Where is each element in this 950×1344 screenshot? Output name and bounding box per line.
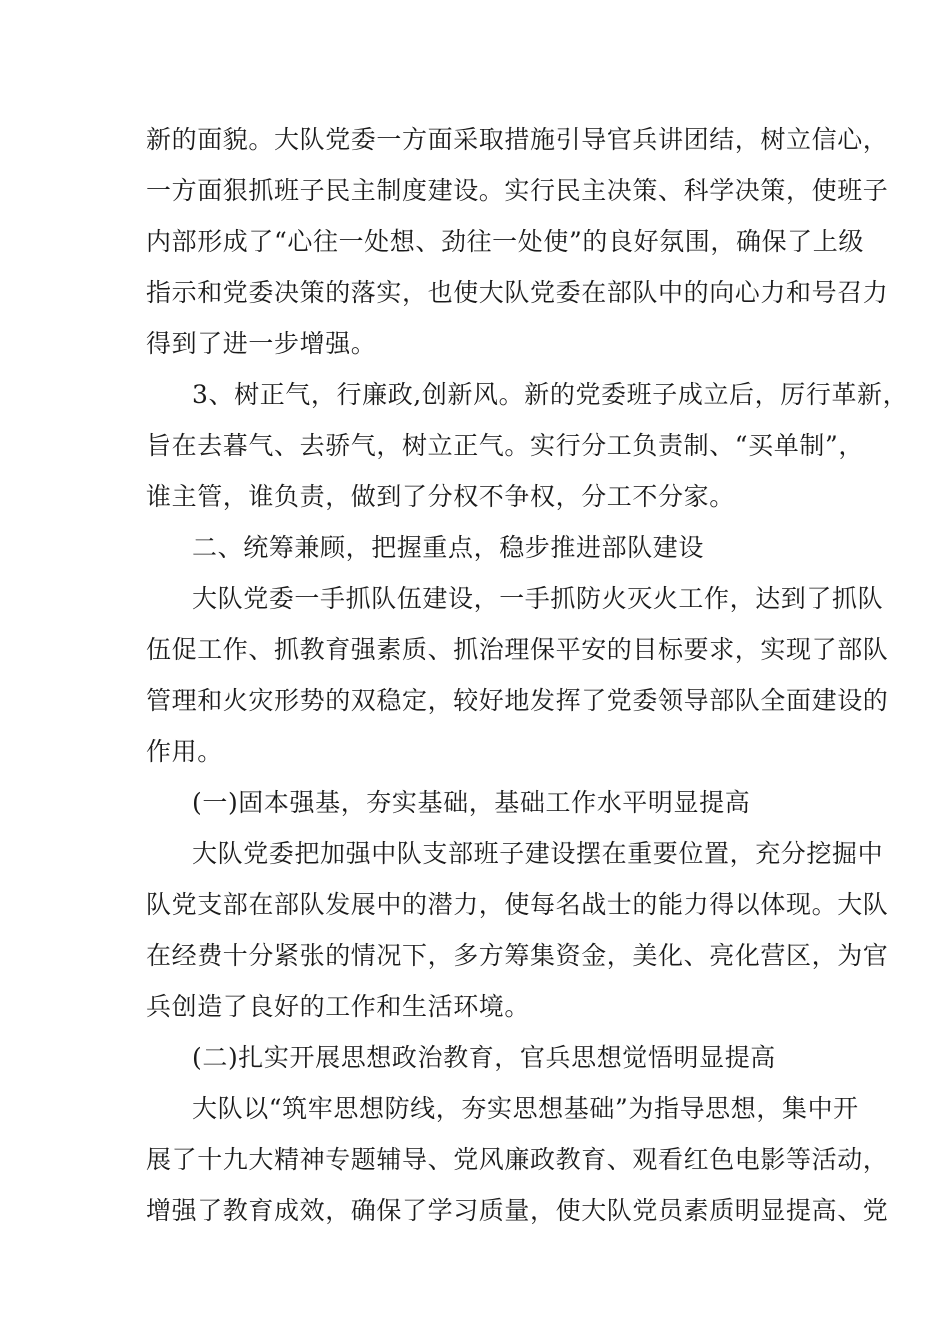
text-line: 作用。 — [146, 737, 223, 766]
text-line: 内部形成了“心往一处想、劲往一处使”的良好氛围，确保了上级 — [146, 227, 864, 256]
text-line: 管理和火灾形势的双稳定，较好地发挥了党委领导部队全面建设的 — [146, 686, 889, 715]
subsection-heading: (二)扎实开展思想政治教育，官兵思想觉悟明显提高 — [192, 1043, 776, 1072]
text-line: 伍促工作、抓教育强素质、抓治理保平安的目标要求，实现了部队 — [146, 635, 889, 664]
text-line: 谁主管，谁负责，做到了分权不争权，分工不分家。 — [146, 482, 735, 511]
text-line: 指示和党委决策的落实，也使大队党委在部队中的向心力和号召力 — [146, 278, 889, 307]
text-line: 一方面狠抓班子民主制度建设。实行民主决策、科学决策，使班子 — [146, 176, 889, 205]
text-line: 在经费十分紧张的情况下，多方筹集资金，美化、亮化营区，为官 — [146, 941, 889, 970]
text-line: 新的面貌。大队党委一方面采取措施引导官兵讲团结，树立信心， — [146, 125, 889, 154]
text-line: 得到了进一步增强。 — [146, 329, 377, 358]
text-line: 3、树正气，行廉政,创新风。新的党委班子成立后，厉行革新， — [192, 380, 909, 409]
text-line: 增强了教育成效，确保了学习质量，使大队党员素质明显提高、党 — [146, 1196, 889, 1225]
text-line: 展了十九大精神专题辅导、党风廉政教育、观看红色电影等活动， — [146, 1145, 889, 1174]
text-line: 兵创造了良好的工作和生活环境。 — [146, 992, 531, 1021]
text-line: 大队党委一手抓队伍建设，一手抓防火灭火工作，达到了抓队 — [192, 584, 884, 613]
text-line: 队党支部在部队发展中的潜力，使每名战士的能力得以体现。大队 — [146, 890, 889, 919]
subsection-heading: (一)固本强基，夯实基础，基础工作水平明显提高 — [192, 788, 751, 817]
text-line: 大队以“筑牢思想防线，夯实思想基础”为指导思想，集中开 — [192, 1094, 859, 1123]
text-line: 旨在去暮气、去骄气，树立正气。实行分工负责制、“买单制”， — [146, 431, 864, 460]
section-heading: 二、统筹兼顾，把握重点，稳步推进部队建设 — [192, 533, 705, 562]
text-line: 大队党委把加强中队支部班子建设摆在重要位置，充分挖掘中 — [192, 839, 884, 868]
